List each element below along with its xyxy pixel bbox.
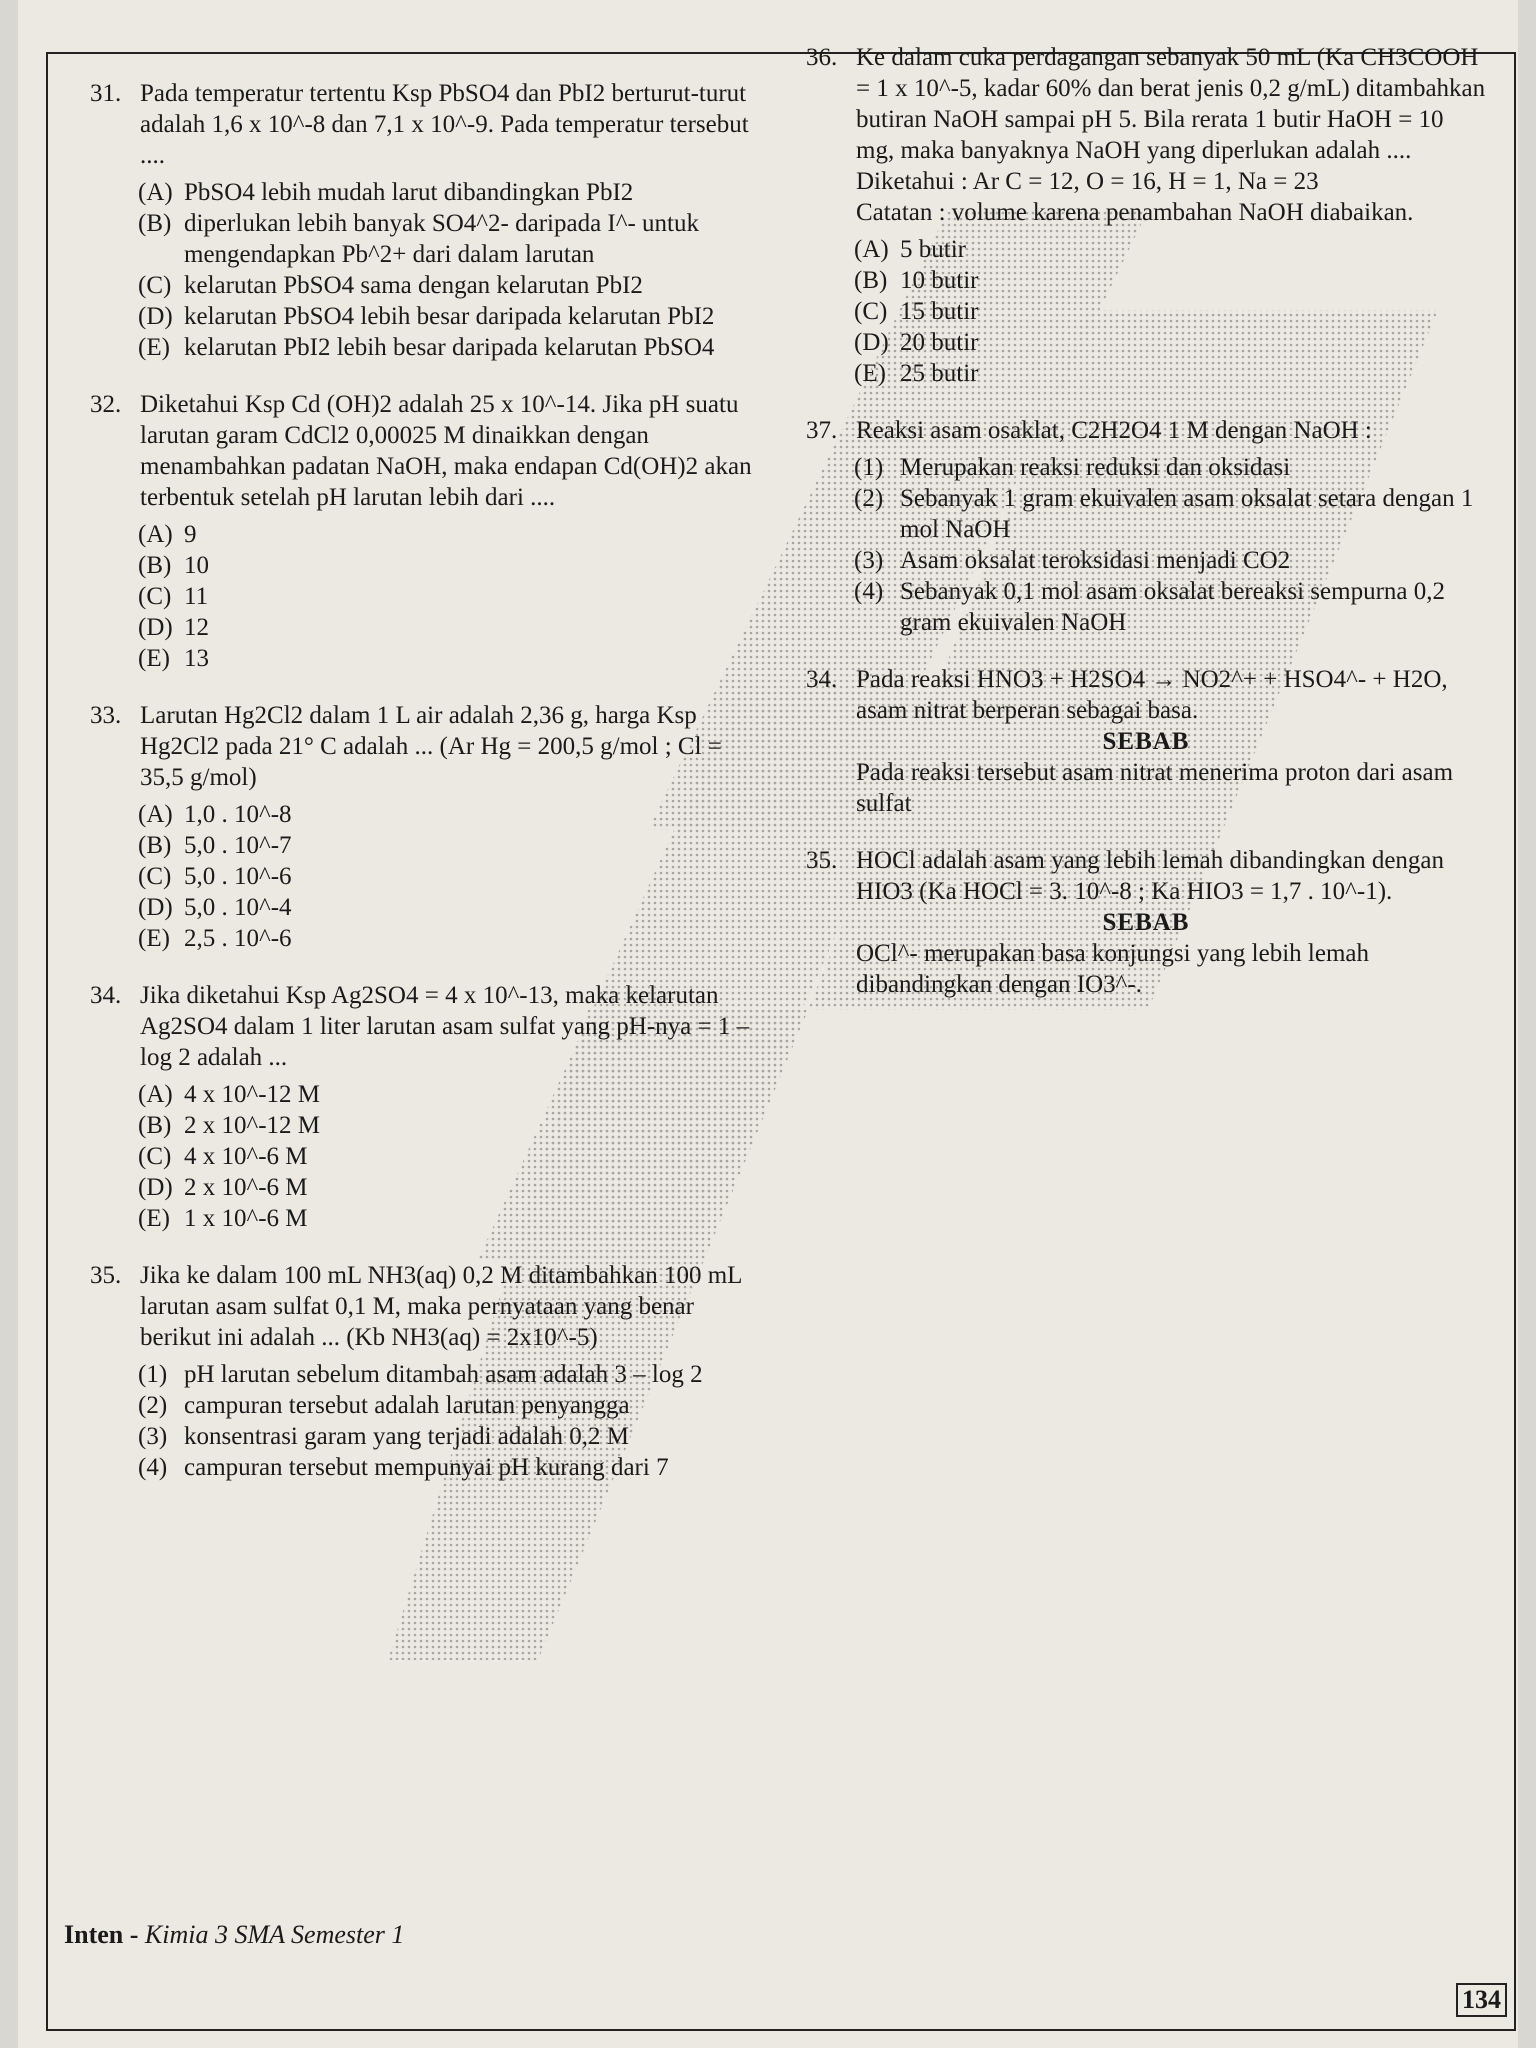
option-label: (B) bbox=[138, 1112, 172, 1139]
option-text: kelarutan PbI2 lebih besar daripada kelarutan PbSO4 bbox=[184, 334, 715, 361]
option bbox=[138, 1359, 760, 1390]
option-text: Asam oksalat teroksidasi menjadi CO2 bbox=[900, 547, 1291, 574]
option bbox=[138, 830, 760, 861]
question-31 bbox=[90, 78, 760, 363]
option-label: (D) bbox=[854, 329, 889, 356]
right-column bbox=[806, 42, 1486, 1026]
option bbox=[854, 545, 1486, 576]
option-label: (C) bbox=[138, 583, 172, 610]
question-text: Ke dalam cuka perdagangan sebanyak 50 mL (Ka CH3COOH = 1 x 10^-5, kadar 60% dan berat jenis 0,2 g/mL) ditambahkan butiran NaOH sampai pH 5. Bila rerata 1 butir HaOH = 10 mg, maka banyaknya NaOH yang diperlukan adalah .... bbox=[856, 44, 1486, 164]
option bbox=[854, 483, 1486, 545]
question-number: 33. bbox=[90, 702, 122, 729]
option bbox=[138, 1110, 760, 1141]
option-label: (3) bbox=[138, 1423, 168, 1450]
answer-options bbox=[138, 519, 760, 674]
question-text: Diketahui Ksp Cd (OH)2 adalah 25 x 10^-14. Jika pH suatu larutan garam CdCl2 0,00025 M dinaikkan dengan menambahkan padatan NaOH, maka endapan Cd(OH)2 akan terbentuk setelah pH larutan lebih dari .... bbox=[140, 391, 752, 511]
question-number: 35. bbox=[90, 1262, 122, 1289]
option-text: Sebanyak 1 gram ekuivalen asam oksalat setara dengan 1 mol NaOH bbox=[900, 485, 1474, 543]
option-label: (3) bbox=[854, 547, 884, 574]
option-text: 1 x 10^-6 M bbox=[184, 1205, 308, 1232]
option bbox=[138, 550, 760, 581]
option bbox=[138, 1390, 760, 1421]
question-36 bbox=[806, 42, 1486, 389]
option-text: kelarutan PbSO4 lebih besar daripada kelarutan PbI2 bbox=[184, 303, 715, 330]
question-number: 37. bbox=[806, 417, 838, 444]
option-text: 5,0 . 10^-6 bbox=[184, 863, 292, 890]
question-reason: OCl^- merupakan basa konjungsi yang lebih lemah dibandingkan dengan IO3^-. bbox=[856, 940, 1370, 998]
option-text: campuran tersebut mempunyai pH kurang dari 7 bbox=[184, 1454, 669, 1481]
question-number: 34. bbox=[806, 666, 838, 693]
option-text: 4 x 10^-6 M bbox=[184, 1143, 308, 1170]
option bbox=[138, 581, 760, 612]
option-label: (A) bbox=[138, 801, 173, 828]
option-text: PbSO4 lebih mudah larut dibandingkan PbI2 bbox=[184, 179, 634, 206]
option-label: (E) bbox=[138, 645, 170, 672]
given-data: Diketahui : Ar C = 12, O = 16, H = 1, Na = 23 bbox=[856, 168, 1319, 195]
option bbox=[138, 177, 760, 208]
answer-options bbox=[854, 234, 1486, 389]
option-text: konsentrasi garam yang terjadi adalah 0,2 M bbox=[184, 1423, 629, 1450]
option bbox=[138, 1079, 760, 1110]
option-text: 5,0 . 10^-4 bbox=[184, 894, 292, 921]
option-label: (4) bbox=[138, 1454, 168, 1481]
option-text: 1,0 . 10^-8 bbox=[184, 801, 292, 828]
answer-options bbox=[138, 799, 760, 954]
page-footer bbox=[64, 1920, 404, 1950]
option bbox=[138, 332, 760, 363]
option-text: 13 bbox=[184, 645, 209, 672]
option bbox=[854, 265, 1486, 296]
option-label: (C) bbox=[138, 1143, 172, 1170]
option-label: (D) bbox=[138, 614, 173, 641]
option bbox=[138, 643, 760, 674]
document-page bbox=[18, 0, 1518, 2048]
statement-options bbox=[854, 452, 1486, 638]
option-text: Merupakan reaksi reduksi dan oksidasi bbox=[900, 454, 1291, 481]
option-text: 25 butir bbox=[900, 360, 979, 387]
option-text: 11 bbox=[184, 583, 209, 610]
option bbox=[854, 296, 1486, 327]
option-label: (D) bbox=[138, 894, 173, 921]
option bbox=[138, 301, 760, 332]
question-34 bbox=[90, 980, 760, 1234]
option-label: (C) bbox=[138, 272, 172, 299]
option-text: 2 x 10^-6 M bbox=[184, 1174, 308, 1201]
option-label: (2) bbox=[138, 1392, 168, 1419]
sebab-label: SEBAB bbox=[1102, 909, 1190, 936]
question-statement: Pada reaksi HNO3 + H2SO4 → NO2^+ + HSO4^- + H2O, asam nitrat berperan sebagai basa. bbox=[856, 666, 1448, 724]
option-label: (A) bbox=[854, 236, 889, 263]
reason-question-34 bbox=[806, 664, 1486, 819]
question-text: Pada temperatur tertentu Ksp PbSO4 dan PbI2 berturut-turut adalah 1,6 x 10^-8 dan 7,1 x 10^-9. Pada temperatur tersebut .... bbox=[140, 80, 749, 169]
question-text: Reaksi asam osaklat, C2H2O4 1 M dengan NaOH : bbox=[856, 417, 1372, 444]
option-text: pH larutan sebelum ditambah asam adalah 3 – log 2 bbox=[184, 1361, 703, 1388]
option-text: 10 bbox=[184, 552, 209, 579]
option-text: 2,5 . 10^-6 bbox=[184, 925, 292, 952]
option-text: campuran tersebut adalah larutan penyangga bbox=[184, 1392, 630, 1419]
reason-question-35 bbox=[806, 845, 1486, 1000]
option-text: 10 butir bbox=[900, 267, 979, 294]
option-text: 20 butir bbox=[900, 329, 979, 356]
statement-options bbox=[138, 1359, 760, 1483]
option-label: (A) bbox=[138, 179, 173, 206]
option bbox=[854, 576, 1486, 638]
option-label: (B) bbox=[854, 267, 888, 294]
question-statement: HOCl adalah asam yang lebih lemah dibandingkan dengan HIO3 (Ka HOCl = 3. 10^-8 ; Ka HIO3 = 1,7 . 10^-1). bbox=[856, 847, 1445, 905]
option-label: (E) bbox=[854, 360, 886, 387]
option bbox=[138, 892, 760, 923]
option-text: 9 bbox=[184, 521, 197, 548]
option-text: 4 x 10^-12 M bbox=[184, 1081, 321, 1108]
option bbox=[138, 208, 760, 270]
question-text: Jika diketahui Ksp Ag2SO4 = 4 x 10^-13, maka kelarutan Ag2SO4 dalam 1 liter larutan asam sulfat yang pH-nya = 1 – log 2 adalah ... bbox=[140, 982, 750, 1071]
answer-options bbox=[138, 177, 760, 363]
option-label: (1) bbox=[138, 1361, 168, 1388]
option-text: 12 bbox=[184, 614, 209, 641]
answer-options bbox=[138, 1079, 760, 1234]
option bbox=[138, 612, 760, 643]
option-label: (E) bbox=[138, 925, 170, 952]
option bbox=[138, 1141, 760, 1172]
option-label: (E) bbox=[138, 334, 170, 361]
option-label: (C) bbox=[854, 298, 888, 325]
question-32 bbox=[90, 389, 760, 674]
option bbox=[854, 234, 1486, 265]
option-text: kelarutan PbSO4 sama dengan kelarutan PbI2 bbox=[184, 272, 643, 299]
option bbox=[138, 1172, 760, 1203]
left-column bbox=[90, 78, 760, 1509]
option-label: (E) bbox=[138, 1205, 170, 1232]
question-text: Larutan Hg2Cl2 dalam 1 L air adalah 2,36 g, harga Ksp Hg2Cl2 pada 21° C adalah ... (Ar Hg = 200,5 g/mol ; Cl = 35,5 g/mol) bbox=[140, 702, 722, 791]
option-label: (B) bbox=[138, 210, 172, 237]
option bbox=[854, 358, 1486, 389]
option bbox=[854, 452, 1486, 483]
option bbox=[138, 861, 760, 892]
option-text: Sebanyak 0,1 mol asam oksalat bereaksi sempurna 0,2 gram ekuivalen NaOH bbox=[900, 578, 1445, 636]
option bbox=[854, 327, 1486, 358]
option-label: (1) bbox=[854, 454, 884, 481]
footer-brand: Inten - bbox=[64, 1920, 139, 1949]
note: Catatan : volume karena penambahan NaOH diabaikan. bbox=[856, 199, 1414, 226]
sebab-label: SEBAB bbox=[1102, 728, 1190, 755]
question-number: 32. bbox=[90, 391, 122, 418]
option-text: 5,0 . 10^-7 bbox=[184, 832, 292, 859]
question-number: 34. bbox=[90, 982, 122, 1009]
option-text: 15 butir bbox=[900, 298, 979, 325]
question-number: 35. bbox=[806, 847, 838, 874]
option-label: (4) bbox=[854, 578, 884, 605]
option-label: (D) bbox=[138, 1174, 173, 1201]
option-label: (C) bbox=[138, 863, 172, 890]
option bbox=[138, 1203, 760, 1234]
option bbox=[138, 923, 760, 954]
option bbox=[138, 1421, 760, 1452]
option-text: 5 butir bbox=[900, 236, 966, 263]
option-label: (A) bbox=[138, 521, 173, 548]
option-label: (B) bbox=[138, 832, 172, 859]
question-number: 31. bbox=[90, 80, 122, 107]
option-label: (D) bbox=[138, 303, 173, 330]
option bbox=[138, 799, 760, 830]
page-number: 134 bbox=[1456, 1983, 1507, 2017]
question-reason: Pada reaksi tersebut asam nitrat menerima proton dari asam sulfat bbox=[856, 759, 1454, 817]
question-35 bbox=[90, 1260, 760, 1483]
question-number: 36. bbox=[806, 44, 838, 71]
footer-subject: Kimia 3 SMA Semester 1 bbox=[144, 1920, 405, 1949]
option bbox=[138, 519, 760, 550]
option bbox=[138, 270, 760, 301]
option-label: (B) bbox=[138, 552, 172, 579]
option-label: (2) bbox=[854, 485, 884, 512]
option-text: 2 x 10^-12 M bbox=[184, 1112, 321, 1139]
option bbox=[138, 1452, 760, 1483]
option-text: diperlukan lebih banyak SO4^2- daripada I^- untuk mengendapkan Pb^2+ dari dalam larutan bbox=[184, 210, 699, 268]
option-label: (A) bbox=[138, 1081, 173, 1108]
question-37 bbox=[806, 415, 1486, 638]
question-33 bbox=[90, 700, 760, 954]
question-text: Jika ke dalam 100 mL NH3(aq) 0,2 M ditambahkan 100 mL larutan asam sulfat 0,1 M, maka pernyataan yang benar berikut ini adalah ... (Kb NH3(aq) = 2x10^-5) bbox=[140, 1262, 742, 1351]
